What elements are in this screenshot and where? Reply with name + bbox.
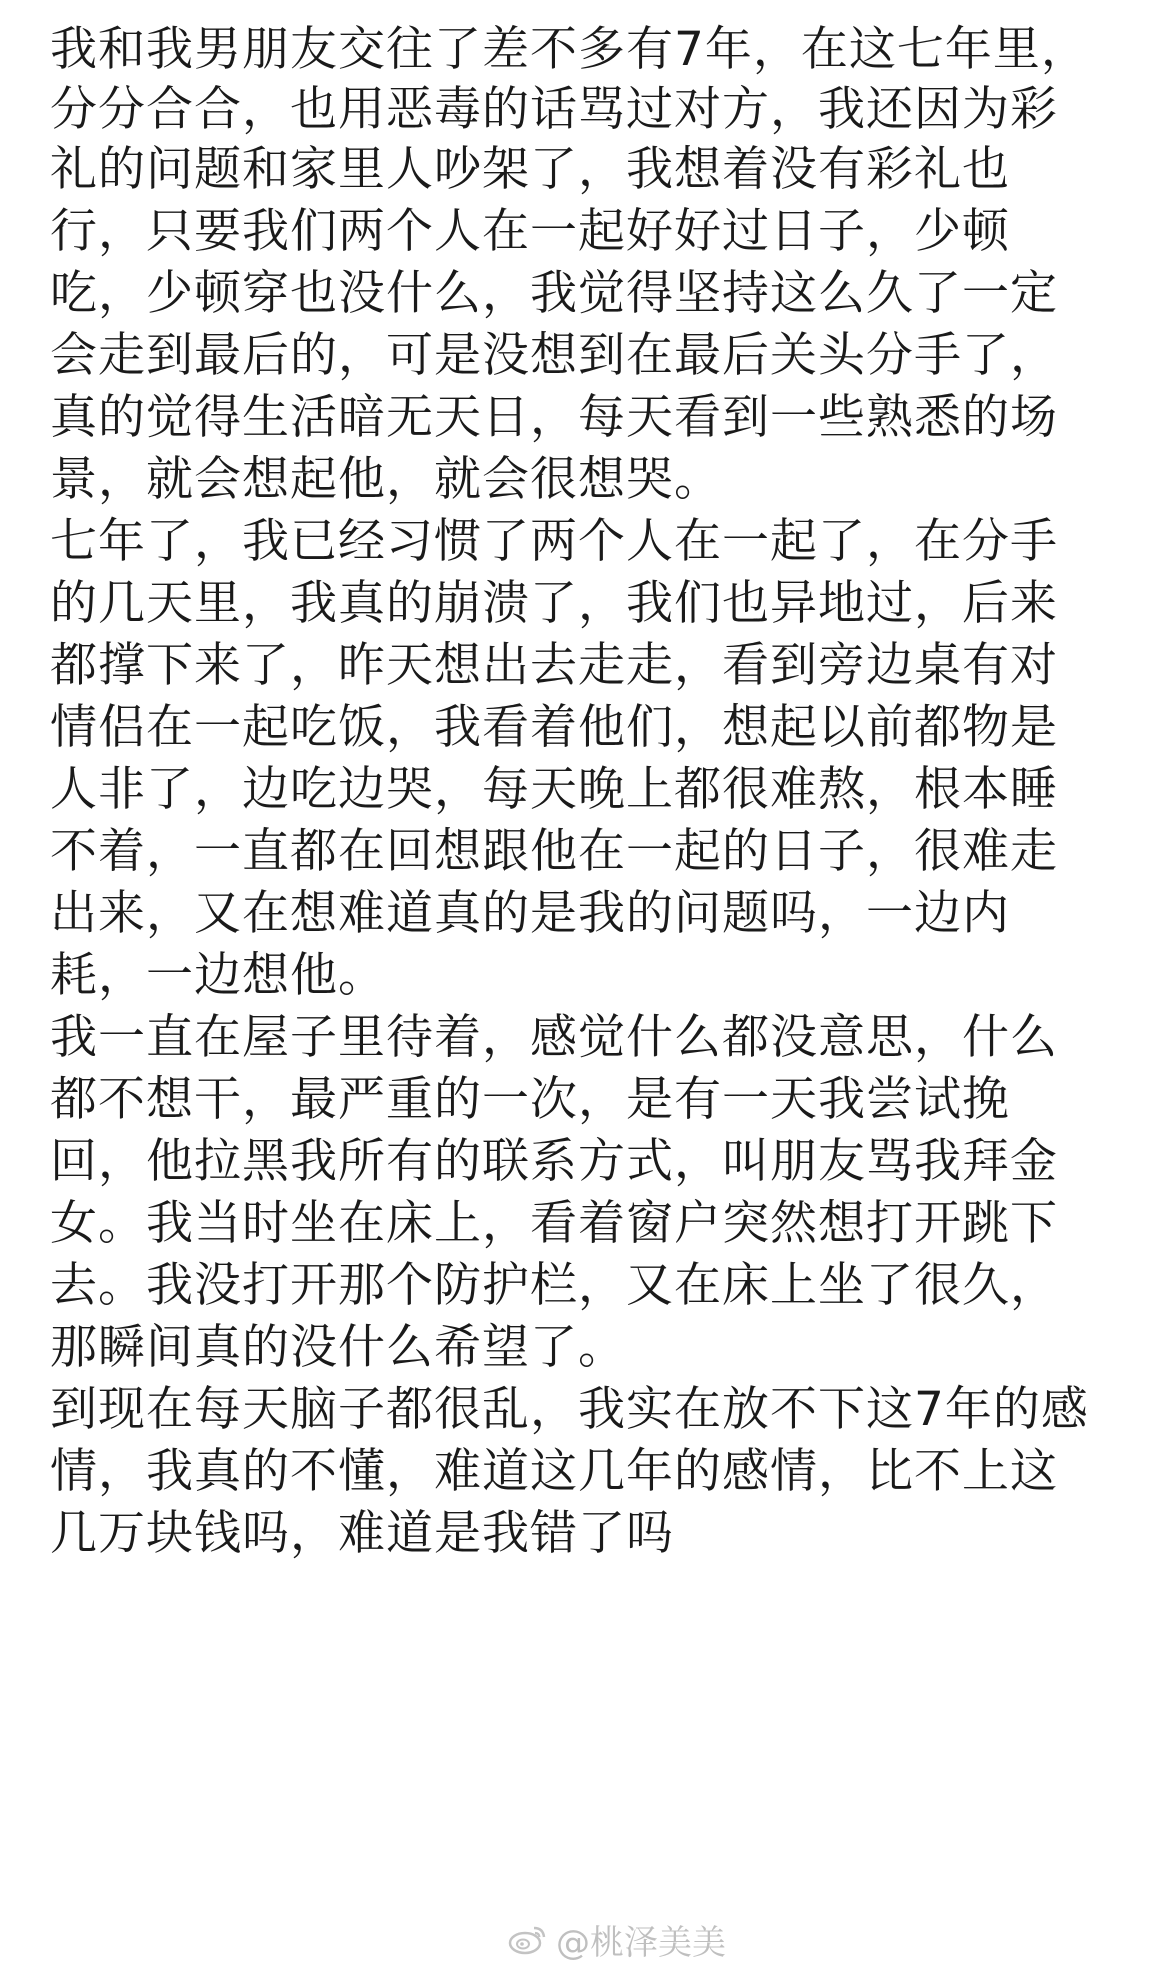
text-line: 的几天里，我真的崩溃了，我们也异地过，后来 [50, 576, 1058, 631]
text-line: 几万块钱吗，难道是我错了吗 [50, 1506, 674, 1561]
text-line: 我和我男朋友交往了差不多有7年，在这七年里， [50, 22, 1089, 77]
text-line: 礼的问题和家里人吵架了，我想着没有彩礼也 [50, 142, 1010, 197]
text-line: 分分合合，也用恶毒的话骂过对方，我还因为彩 [50, 82, 1058, 137]
text-line: 行，只要我们两个人在一起好好过日子，少顿 [50, 204, 1010, 259]
weibo-logo-icon [508, 1922, 548, 1956]
text-line: 真的觉得生活暗无天日，每天看到一些熟悉的场 [50, 390, 1058, 445]
text-line: 都撑下来了，昨天想出去走走，看到旁边桌有对 [50, 638, 1058, 693]
text-line: 情侣在一起吃饭，我看着他们，想起以前都物是 [50, 700, 1058, 755]
text-line: 吃，少顿穿也没什么，我觉得坚持这么久了一定 [50, 266, 1058, 321]
text-line: 耗，一边想他。 [50, 948, 386, 1003]
watermark-text: @桃泽美美 [556, 1922, 726, 1963]
text-line: 景，就会想起他，就会很想哭。 [50, 452, 722, 507]
text-line: 不着，一直都在回想跟他在一起的日子，很难走 [50, 824, 1058, 879]
text-line: 人非了，边吃边哭，每天晚上都很难熬，根本睡 [50, 762, 1058, 817]
text-line: 七年了，我已经习惯了两个人在一起了，在分手 [50, 514, 1058, 569]
text-line: 会走到最后的，可是没想到在最后关头分手了， [50, 328, 1058, 383]
text-line: 去。我没打开那个防护栏，又在床上坐了很久， [50, 1258, 1058, 1313]
text-line: 回，他拉黑我所有的联系方式，叫朋友骂我拜金 [50, 1134, 1058, 1189]
text-line: 我一直在屋子里待着，感觉什么都没意思，什么 [50, 1010, 1058, 1065]
text-line: 那瞬间真的没什么希望了。 [50, 1320, 626, 1375]
text-line: 到现在每天脑子都很乱，我实在放不下这7年的感 [50, 1382, 1089, 1437]
weibo-watermark [508, 1917, 726, 1961]
text-line: 女。我当时坐在床上，看着窗户突然想打开跳下 [50, 1196, 1058, 1251]
text-line: 情，我真的不懂，难道这几年的感情，比不上这 [50, 1444, 1058, 1499]
text-line: 都不想干，最严重的一次，是有一天我尝试挽 [50, 1072, 1010, 1127]
text-line: 出来，又在想难道真的是我的问题吗，一边内 [50, 886, 1010, 941]
